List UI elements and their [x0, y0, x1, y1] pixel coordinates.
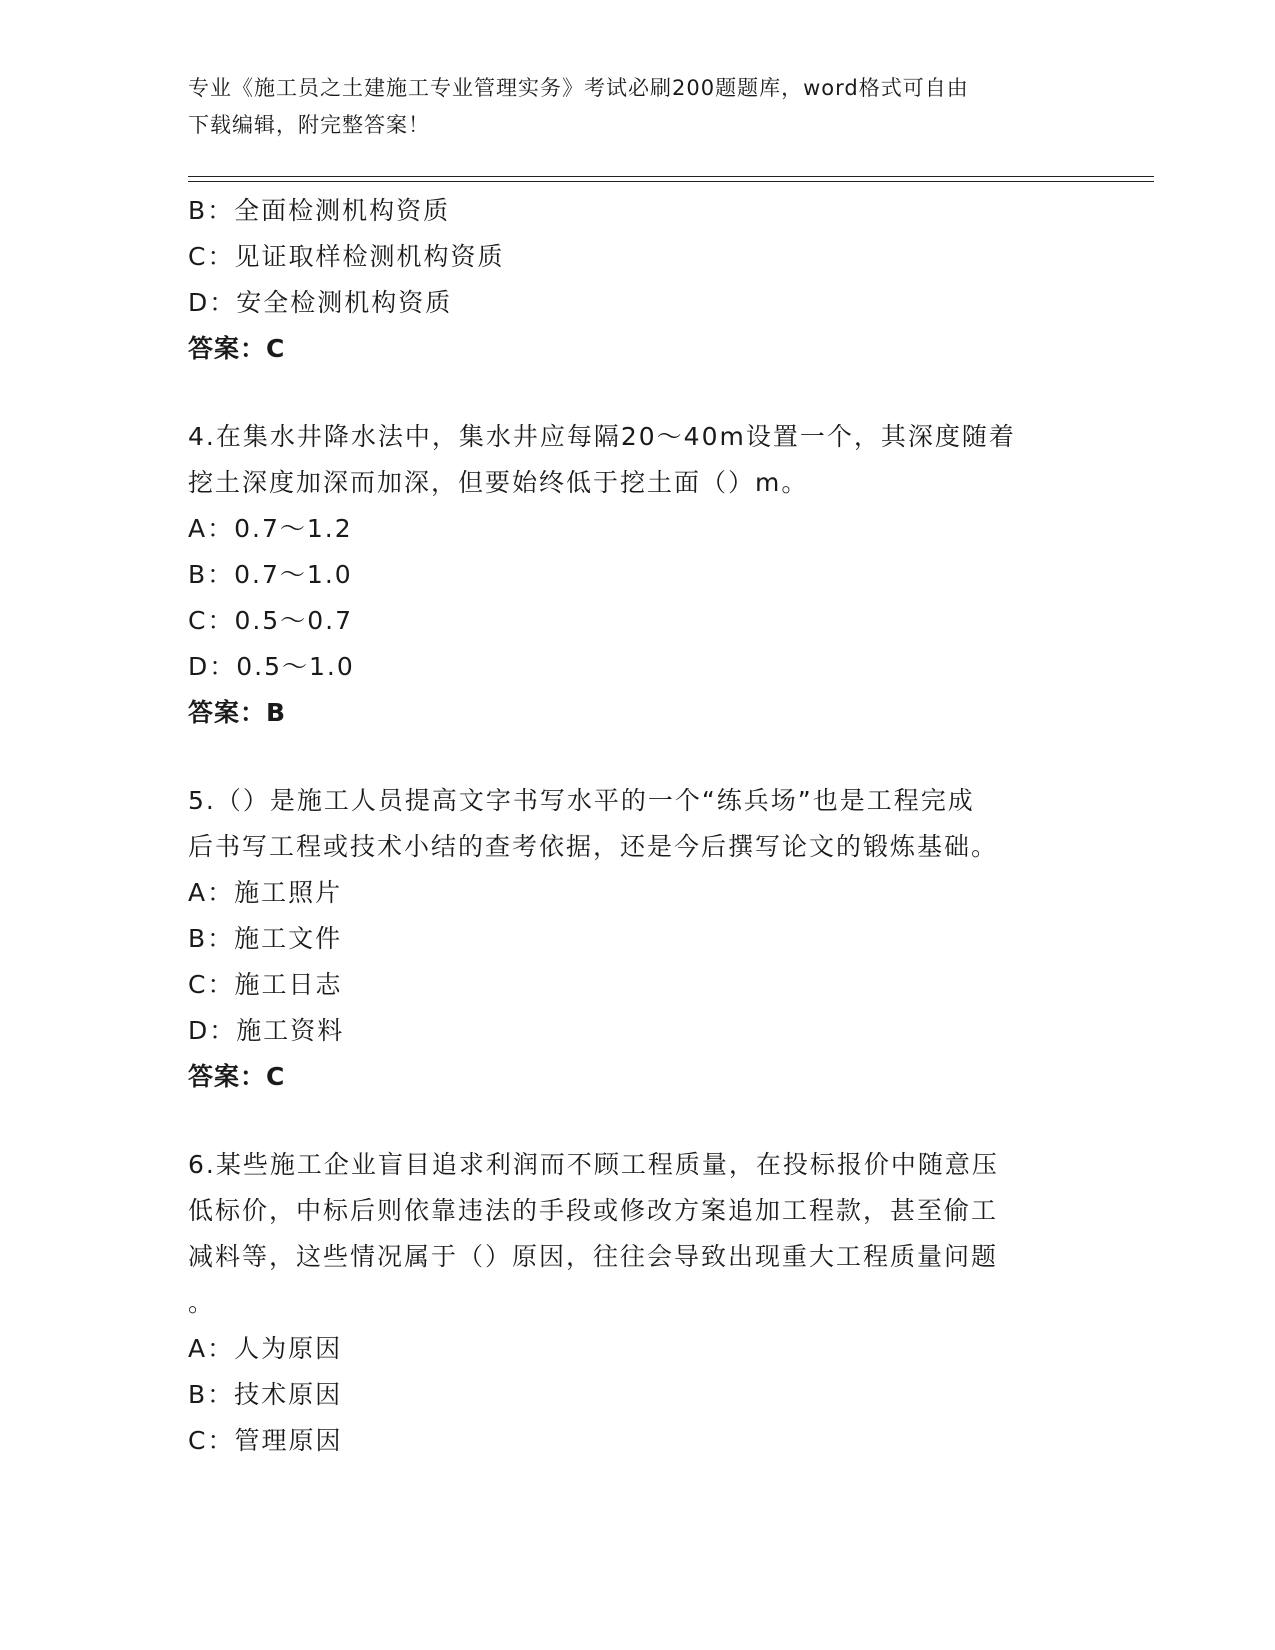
question-text-line: 减料等，这些情况属于（）原因，往往会导致出现重大工程质量问题	[188, 1242, 999, 1271]
question-text-line: 。	[188, 1288, 216, 1317]
header-divider-bottom	[188, 181, 1154, 182]
question-block-5	[188, 778, 1068, 1100]
question-block-6	[188, 1142, 1068, 1464]
option-a: A：0.7～1.2	[188, 514, 353, 543]
question-block-3	[188, 188, 1068, 372]
option-c: C：施工日志	[188, 970, 343, 999]
option-a: A：人为原因	[188, 1334, 343, 1363]
answer-line: 答案：C	[188, 334, 286, 363]
option-c: C：见证取样检测机构资质	[188, 242, 505, 271]
question-text-line: 后书写工程或技术小结的查考依据，还是今后撰写论文的锻炼基础。	[188, 832, 999, 861]
question-block-4	[188, 414, 1068, 736]
option-a: A：施工照片	[188, 878, 343, 907]
question-text-line: 4.在集水井降水法中，集水井应每隔20～40m设置一个，其深度随着	[188, 422, 1016, 451]
option-b: B：施工文件	[188, 924, 343, 953]
option-d: D：施工资料	[188, 1016, 345, 1045]
option-c: C：管理原因	[188, 1426, 343, 1455]
header-divider-top	[188, 176, 1154, 177]
answer-line: 答案：B	[188, 698, 287, 727]
question-list	[188, 188, 1068, 1464]
question-text-line: 挖土深度加深而加深，但要始终低于挖土面（）m。	[188, 468, 809, 497]
option-d: D：0.5～1.0	[188, 652, 355, 681]
option-b: B：0.7～1.0	[188, 560, 353, 589]
answer-line: 答案：C	[188, 1062, 286, 1091]
option-b: B：全面检测机构资质	[188, 196, 451, 225]
option-d: D：安全检测机构资质	[188, 288, 453, 317]
question-text-line: 6.某些施工企业盲目追求利润而不顾工程质量，在投标报价中随意压	[188, 1150, 999, 1179]
header-title-line-1: 专业《施工员之土建施工专业管理实务》考试必刷200题题库，word格式可自由	[188, 76, 969, 100]
document-header	[188, 70, 1068, 144]
option-b: B：技术原因	[188, 1380, 343, 1409]
option-c: C：0.5～0.7	[188, 606, 353, 635]
header-title-line-2: 下载编辑，附完整答案！	[188, 113, 430, 137]
question-text-line: 5.（）是施工人员提高文字书写水平的一个“练兵场”也是工程完成	[188, 786, 975, 815]
question-text-line: 低标价，中标后则依靠违法的手段或修改方案追加工程款，甚至偷工	[188, 1196, 999, 1225]
